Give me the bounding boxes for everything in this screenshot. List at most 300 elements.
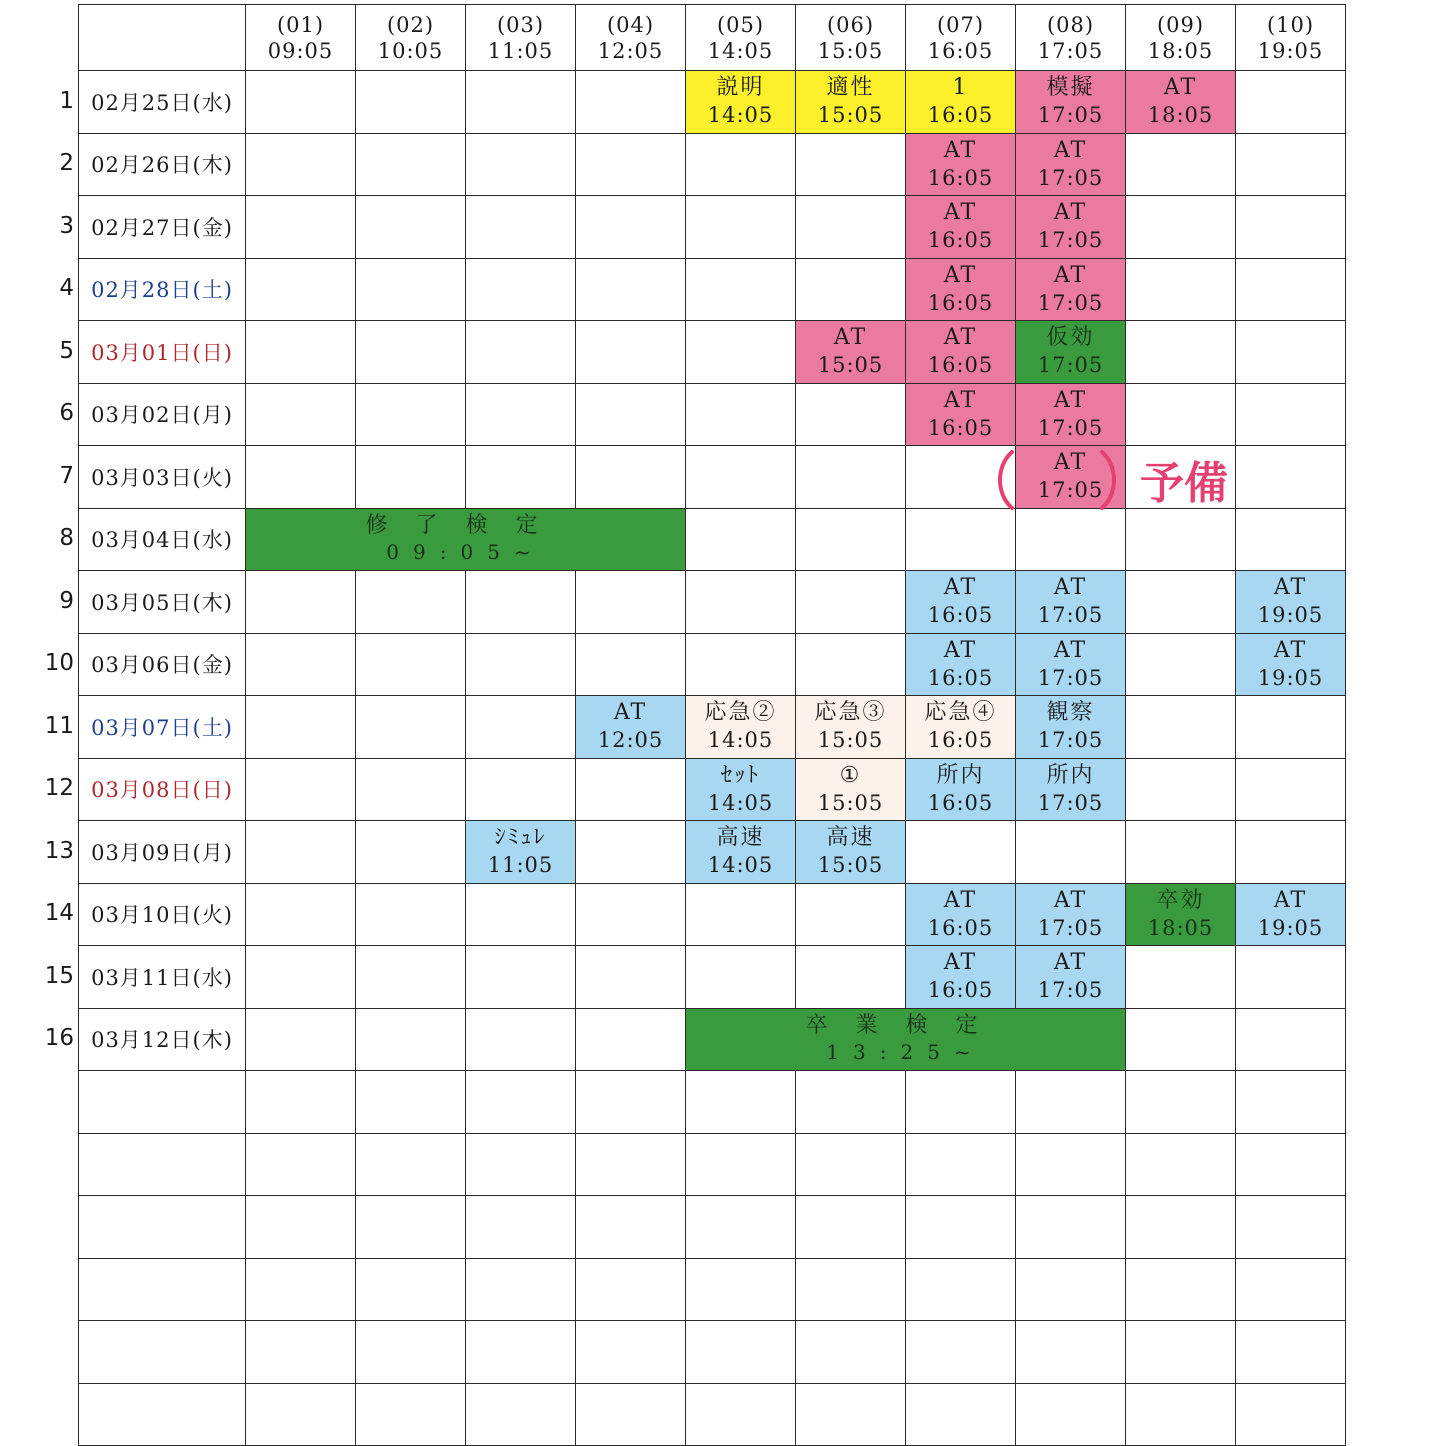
empty-slot[interactable] (466, 133, 576, 196)
row-number: 12 (44, 775, 74, 802)
empty-slot[interactable] (1236, 1383, 1346, 1446)
empty-slot[interactable] (576, 883, 686, 946)
empty-slot[interactable] (356, 633, 466, 696)
empty-slot[interactable] (796, 133, 906, 196)
empty-slot[interactable] (246, 1008, 356, 1071)
empty-slot[interactable] (1126, 1196, 1236, 1259)
empty-slot[interactable] (246, 446, 356, 509)
lesson-label: AT (1053, 637, 1088, 663)
empty-slot[interactable] (246, 1196, 356, 1259)
lesson-cell[interactable] (1016, 946, 1126, 1009)
empty-slot[interactable] (356, 258, 466, 321)
exam-label: 卒業検定 (805, 1013, 1006, 1039)
empty-slot[interactable] (466, 883, 576, 946)
empty-slot[interactable] (576, 258, 686, 321)
date-cell (79, 1321, 246, 1384)
empty-slot[interactable] (466, 946, 576, 1009)
lesson-cell[interactable] (1016, 696, 1126, 759)
empty-slot[interactable] (466, 1133, 576, 1196)
empty-slot[interactable] (356, 1258, 466, 1321)
empty-slot[interactable] (1236, 258, 1346, 321)
lesson-cell[interactable] (1016, 258, 1126, 321)
schedule-row (79, 571, 1346, 634)
lesson-label: AT (943, 137, 978, 163)
empty-slot[interactable] (356, 71, 466, 134)
empty-slot[interactable] (1126, 446, 1236, 509)
empty-slot[interactable] (246, 133, 356, 196)
empty-slot[interactable] (1016, 1383, 1126, 1446)
lesson-time: 17:05 (1037, 603, 1104, 628)
empty-slot[interactable] (1016, 1196, 1126, 1259)
schedule-row (79, 196, 1346, 259)
empty-slot[interactable] (686, 1071, 796, 1134)
lesson-time: 17:05 (1037, 478, 1104, 503)
empty-slot[interactable] (796, 633, 906, 696)
empty-slot[interactable] (246, 571, 356, 634)
empty-slot[interactable] (576, 1383, 686, 1446)
empty-slot[interactable] (1236, 1008, 1346, 1071)
empty-slot[interactable] (1126, 1008, 1236, 1071)
empty-slot[interactable] (466, 258, 576, 321)
lesson-time: 16:05 (927, 665, 994, 690)
lesson-cell[interactable] (686, 71, 796, 134)
empty-slot[interactable] (796, 508, 906, 571)
empty-slot[interactable] (246, 321, 356, 384)
empty-slot[interactable] (466, 1383, 576, 1446)
empty-slot[interactable] (1236, 133, 1346, 196)
empty-slot[interactable] (1236, 758, 1346, 821)
empty-slot[interactable] (796, 1321, 906, 1384)
date-cell: 03月07日(土) (79, 696, 246, 759)
lesson-cell[interactable] (1236, 883, 1346, 946)
empty-slot[interactable] (686, 1196, 796, 1259)
empty-slot[interactable] (796, 1383, 906, 1446)
empty-slot[interactable] (1016, 1321, 1126, 1384)
empty-slot[interactable] (906, 1071, 1016, 1134)
lesson-cell[interactable] (906, 883, 1016, 946)
lesson-label: AT (943, 637, 978, 663)
lesson-cell[interactable] (1236, 633, 1346, 696)
lesson-cell[interactable] (906, 758, 1016, 821)
empty-slot[interactable] (796, 1258, 906, 1321)
schedule-row (79, 258, 1346, 321)
lesson-cell[interactable] (1126, 883, 1236, 946)
empty-slot[interactable] (466, 196, 576, 259)
empty-slot[interactable] (1126, 196, 1236, 259)
lesson-cell[interactable] (1016, 758, 1126, 821)
lesson-cell[interactable] (796, 821, 906, 884)
lesson-cell[interactable] (796, 321, 906, 384)
slot-number: (09) (1156, 12, 1205, 37)
lesson-label: AT (1053, 262, 1088, 288)
lesson-time: 16:05 (927, 228, 994, 253)
empty-slot[interactable] (686, 1321, 796, 1384)
empty-slot[interactable] (796, 383, 906, 446)
lesson-time: 14:05 (707, 103, 774, 128)
empty-slot[interactable] (1236, 196, 1346, 259)
empty-slot[interactable] (1016, 821, 1126, 884)
lesson-cell[interactable] (906, 696, 1016, 759)
lesson-label: 応急④ (924, 700, 997, 726)
empty-slot[interactable] (576, 946, 686, 1009)
empty-slot[interactable] (1126, 633, 1236, 696)
lesson-cell[interactable] (906, 383, 1016, 446)
lesson-cell[interactable] (906, 946, 1016, 1009)
slot-time: 11:05 (487, 38, 554, 63)
date-cell: 02月27日(金) (79, 196, 246, 259)
empty-slot[interactable] (246, 71, 356, 134)
empty-slot[interactable] (1016, 1071, 1126, 1134)
empty-slot[interactable] (686, 633, 796, 696)
empty-slot[interactable] (356, 1071, 466, 1134)
lesson-cell[interactable] (906, 258, 1016, 321)
empty-slot[interactable] (356, 758, 466, 821)
empty-slot[interactable] (1126, 758, 1236, 821)
empty-slot[interactable] (1126, 1383, 1236, 1446)
lesson-time: 19:05 (1257, 665, 1324, 690)
empty-slot[interactable] (1126, 821, 1236, 884)
empty-slot[interactable] (356, 1321, 466, 1384)
lesson-time: 16:05 (927, 790, 994, 815)
lesson-time: 16:05 (927, 978, 994, 1003)
date-cell: 03月11日(水) (79, 946, 246, 1009)
empty-slot[interactable] (906, 508, 1016, 571)
empty-slot[interactable] (1126, 1321, 1236, 1384)
slot-header-5 (686, 5, 796, 71)
empty-slot[interactable] (1236, 1071, 1346, 1134)
empty-slot[interactable] (686, 1383, 796, 1446)
exam-block[interactable] (686, 1008, 1126, 1071)
empty-slot[interactable] (1126, 571, 1236, 634)
empty-slot[interactable] (576, 1196, 686, 1259)
empty-slot[interactable] (466, 1258, 576, 1321)
empty-slot[interactable] (1126, 946, 1236, 1009)
row-number: 16 (44, 1025, 74, 1052)
empty-slot[interactable] (1236, 321, 1346, 384)
empty-slot[interactable] (576, 133, 686, 196)
empty-slot[interactable] (356, 883, 466, 946)
empty-slot[interactable] (576, 196, 686, 259)
empty-slot[interactable] (356, 1008, 466, 1071)
lesson-label: AT (943, 887, 978, 913)
schedule-row (79, 633, 1346, 696)
empty-slot[interactable] (576, 758, 686, 821)
lesson-time: 14:05 (707, 728, 774, 753)
slot-header-8 (1016, 5, 1126, 71)
lesson-label: AT (943, 325, 978, 351)
lesson-cell[interactable] (1016, 321, 1126, 384)
lesson-cell[interactable] (1016, 133, 1126, 196)
empty-slot[interactable] (356, 446, 466, 509)
blank-row (79, 1258, 1346, 1321)
empty-slot[interactable] (1236, 508, 1346, 571)
empty-slot[interactable] (576, 383, 686, 446)
empty-slot[interactable] (1236, 1321, 1346, 1384)
empty-slot[interactable] (356, 1133, 466, 1196)
lesson-time: 16:05 (927, 728, 994, 753)
empty-slot[interactable] (686, 196, 796, 259)
empty-slot[interactable] (466, 758, 576, 821)
empty-slot[interactable] (686, 571, 796, 634)
empty-slot[interactable] (1236, 71, 1346, 134)
empty-slot[interactable] (466, 1321, 576, 1384)
empty-slot[interactable] (466, 446, 576, 509)
lesson-label: AT (1053, 387, 1088, 413)
empty-slot[interactable] (1236, 696, 1346, 759)
empty-slot[interactable] (686, 133, 796, 196)
empty-slot[interactable] (356, 696, 466, 759)
lesson-cell[interactable] (1016, 196, 1126, 259)
empty-slot[interactable] (246, 946, 356, 1009)
empty-slot[interactable] (796, 883, 906, 946)
empty-slot[interactable] (576, 446, 686, 509)
slot-number: (08) (1046, 12, 1095, 37)
empty-slot[interactable] (796, 946, 906, 1009)
lesson-time: 11:05 (487, 853, 554, 878)
lesson-cell[interactable] (796, 758, 906, 821)
empty-slot[interactable] (466, 1071, 576, 1134)
empty-slot[interactable] (576, 633, 686, 696)
lesson-cell[interactable] (906, 71, 1016, 134)
empty-slot[interactable] (246, 258, 356, 321)
empty-slot[interactable] (1016, 1133, 1126, 1196)
empty-slot[interactable] (356, 821, 466, 884)
lesson-cell[interactable] (1016, 633, 1126, 696)
lesson-label: 所内 (936, 762, 985, 788)
empty-slot[interactable] (1126, 258, 1236, 321)
slot-header-4 (576, 5, 686, 71)
lesson-time: 19:05 (1257, 603, 1324, 628)
schedule-row (79, 321, 1346, 384)
lesson-cell[interactable] (1016, 883, 1126, 946)
exam-block[interactable] (246, 508, 686, 571)
lesson-cell[interactable] (686, 821, 796, 884)
slot-time: 17:05 (1037, 38, 1104, 63)
lesson-cell[interactable] (906, 321, 1016, 384)
lesson-label: AT (943, 387, 978, 413)
empty-slot[interactable] (1236, 946, 1346, 1009)
empty-slot[interactable] (246, 883, 356, 946)
empty-slot[interactable] (1016, 1258, 1126, 1321)
schedule-row (79, 1008, 1346, 1071)
schedule-row (79, 71, 1346, 134)
date-cell (79, 1383, 246, 1446)
empty-slot[interactable] (686, 883, 796, 946)
row-number: 2 (59, 150, 74, 177)
empty-slot[interactable] (466, 1008, 576, 1071)
empty-slot[interactable] (906, 821, 1016, 884)
empty-slot[interactable] (356, 196, 466, 259)
lesson-cell[interactable] (1236, 571, 1346, 634)
empty-slot[interactable] (686, 1133, 796, 1196)
empty-slot[interactable] (246, 1258, 356, 1321)
date-cell: 02月26日(木) (79, 133, 246, 196)
empty-slot[interactable] (796, 258, 906, 321)
lesson-time: 17:05 (1037, 290, 1104, 315)
empty-slot[interactable] (1126, 1071, 1236, 1134)
lesson-cell[interactable] (1016, 571, 1126, 634)
lesson-time: 15:05 (817, 103, 884, 128)
empty-slot[interactable] (356, 571, 466, 634)
lesson-cell[interactable] (796, 71, 906, 134)
lesson-label: AT (1273, 887, 1308, 913)
lesson-time: 16:05 (927, 353, 994, 378)
empty-slot[interactable] (576, 1071, 686, 1134)
schedule-row (79, 383, 1346, 446)
schedule-row (79, 946, 1346, 1009)
lesson-label: AT (833, 325, 868, 351)
empty-slot[interactable] (906, 446, 1016, 509)
empty-slot[interactable] (796, 446, 906, 509)
date-cell: 03月04日(水) (79, 508, 246, 571)
slot-time: 12:05 (597, 38, 664, 63)
lesson-time: 15:05 (817, 853, 884, 878)
row-number: 6 (59, 400, 74, 427)
empty-slot[interactable] (576, 821, 686, 884)
lesson-label: AT (943, 575, 978, 601)
empty-slot[interactable] (246, 1383, 356, 1446)
empty-slot[interactable] (356, 321, 466, 384)
lesson-label: AT (613, 700, 648, 726)
empty-slot[interactable] (686, 383, 796, 446)
empty-slot[interactable] (796, 1196, 906, 1259)
empty-slot[interactable] (246, 1133, 356, 1196)
date-cell: 03月06日(金) (79, 633, 246, 696)
empty-slot[interactable] (246, 821, 356, 884)
lesson-cell[interactable] (576, 696, 686, 759)
empty-slot[interactable] (576, 571, 686, 634)
slot-number: (02) (386, 12, 435, 37)
empty-slot[interactable] (686, 446, 796, 509)
empty-slot[interactable] (246, 1321, 356, 1384)
row-number: 11 (44, 712, 74, 739)
empty-slot[interactable] (1126, 508, 1236, 571)
empty-slot[interactable] (356, 1383, 466, 1446)
slot-header-7 (906, 5, 1016, 71)
lesson-cell[interactable] (906, 633, 1016, 696)
empty-slot[interactable] (466, 1196, 576, 1259)
lesson-label: AT (943, 262, 978, 288)
empty-slot[interactable] (246, 633, 356, 696)
empty-slot[interactable] (1126, 1258, 1236, 1321)
empty-slot[interactable] (576, 1008, 686, 1071)
empty-slot[interactable] (1126, 321, 1236, 384)
empty-slot[interactable] (796, 1133, 906, 1196)
empty-slot[interactable] (1236, 446, 1346, 509)
empty-slot[interactable] (686, 508, 796, 571)
blank-row (79, 1196, 1346, 1259)
empty-slot[interactable] (796, 1071, 906, 1134)
slot-time: 14:05 (707, 38, 774, 63)
lesson-label: AT (1053, 887, 1088, 913)
lesson-cell[interactable] (906, 571, 1016, 634)
lesson-label: 1 (952, 75, 969, 101)
lesson-label: 卒効 (1156, 887, 1205, 913)
lesson-label: AT (1163, 75, 1198, 101)
lesson-cell[interactable] (1126, 71, 1236, 134)
empty-slot[interactable] (686, 946, 796, 1009)
empty-slot[interactable] (1126, 383, 1236, 446)
empty-slot[interactable] (1236, 1258, 1346, 1321)
empty-slot[interactable] (1126, 133, 1236, 196)
empty-slot[interactable] (1126, 696, 1236, 759)
empty-slot[interactable] (576, 1321, 686, 1384)
empty-slot[interactable] (466, 633, 576, 696)
row-number: 5 (59, 337, 74, 364)
lesson-time: 16:05 (927, 103, 994, 128)
empty-slot[interactable] (906, 1383, 1016, 1446)
empty-slot[interactable] (1236, 1196, 1346, 1259)
empty-slot[interactable] (1236, 383, 1346, 446)
slot-header-6 (796, 5, 906, 71)
empty-slot[interactable] (686, 1258, 796, 1321)
empty-slot[interactable] (576, 321, 686, 384)
empty-slot[interactable] (1236, 821, 1346, 884)
empty-slot[interactable] (1016, 508, 1126, 571)
lesson-cell[interactable] (686, 696, 796, 759)
empty-slot[interactable] (466, 696, 576, 759)
lesson-time: 12:05 (597, 728, 664, 753)
lesson-time: 17:05 (1037, 978, 1104, 1003)
empty-slot[interactable] (796, 196, 906, 259)
date-cell: 03月03日(火) (79, 446, 246, 509)
slot-number: (10) (1266, 12, 1315, 37)
lesson-cell[interactable] (796, 696, 906, 759)
empty-slot[interactable] (686, 321, 796, 384)
lesson-cell[interactable] (1016, 71, 1126, 134)
slot-time: 09:05 (267, 38, 334, 63)
empty-slot[interactable] (466, 71, 576, 134)
empty-slot[interactable] (356, 383, 466, 446)
empty-slot[interactable] (1126, 1133, 1236, 1196)
empty-slot[interactable] (906, 1133, 1016, 1196)
empty-slot[interactable] (246, 383, 356, 446)
empty-slot[interactable] (576, 1258, 686, 1321)
slot-header-9 (1126, 5, 1236, 71)
empty-slot[interactable] (246, 758, 356, 821)
empty-slot[interactable] (906, 1196, 1016, 1259)
lesson-cell[interactable] (906, 133, 1016, 196)
lesson-cell[interactable] (466, 821, 576, 884)
empty-slot[interactable] (356, 1196, 466, 1259)
empty-slot[interactable] (796, 571, 906, 634)
empty-slot[interactable] (906, 1321, 1016, 1384)
empty-slot[interactable] (906, 1258, 1016, 1321)
empty-slot[interactable] (466, 383, 576, 446)
slot-number: (06) (826, 12, 875, 37)
slot-number: (03) (496, 12, 545, 37)
empty-slot[interactable] (576, 1133, 686, 1196)
empty-slot[interactable] (1236, 1133, 1346, 1196)
empty-slot[interactable] (246, 696, 356, 759)
empty-slot[interactable] (356, 946, 466, 1009)
empty-slot[interactable] (466, 321, 576, 384)
empty-slot[interactable] (246, 196, 356, 259)
lesson-cell[interactable] (1016, 446, 1126, 509)
lesson-cell[interactable] (686, 758, 796, 821)
empty-slot[interactable] (466, 571, 576, 634)
row-number: 10 (44, 650, 74, 677)
empty-slot[interactable] (356, 133, 466, 196)
row-number: 4 (59, 275, 74, 302)
empty-slot[interactable] (246, 1071, 356, 1134)
empty-slot[interactable] (576, 71, 686, 134)
lesson-time: 17:05 (1037, 415, 1104, 440)
slot-time: 19:05 (1257, 38, 1324, 63)
empty-slot[interactable] (686, 258, 796, 321)
lesson-cell[interactable] (1016, 383, 1126, 446)
lesson-cell[interactable] (906, 196, 1016, 259)
